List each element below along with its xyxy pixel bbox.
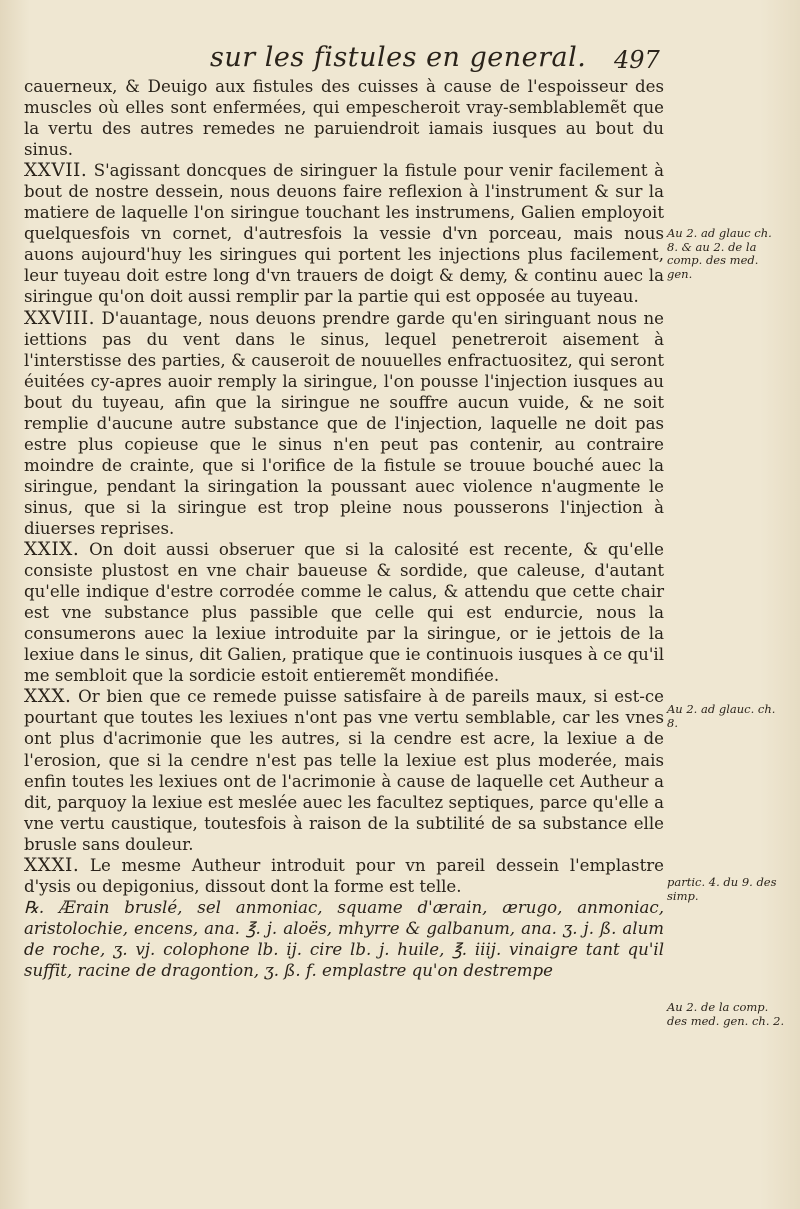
paragraph-xxxi: [24, 855, 664, 897]
paragraph-text: Le mesme Autheur introduit pour vn pareil dessein l'emplastre d'ysis ou depigonius, dissout dont la forme est telle.: [24, 855, 664, 896]
paragraph-number: XXVII.: [24, 160, 88, 182]
paragraph-number: XXX.: [24, 686, 72, 708]
paragraph-number: XXVIII.: [24, 307, 96, 329]
paragraph-xxvii: [24, 160, 664, 307]
paragraph-text: Or bien que ce remede puisse satisfaire à de pareils maux, si est-ce pourtant que toutes les lexiues n'ont pas vne vertu semblable, car les vnes ont plus d'acrimonie que les autres, si la cendre est acre, la lexiue a de l'erosion, que si la cendre n'est pas telle la lexiue est plus moderée, mais enfin toutes les lexiues ont de l'acrimonie à cause de laquelle cet Autheur a dit, parquoy la lexiue est meslée auec les facultez septiques, parce qu'elle a vne vertu caustique, toutesfois à raison de la subtilité de sa substance elle brusle sans douleur.: [24, 687, 664, 854]
paragraph-text: On doit aussi obseruer que si la calosité est recente, & qu'elle consiste plustost en vne chair baueuse & sordide, que caleuse, d'autant qu'elle indique d'estre corrodée comme le calus, & attendu que cette chair est vne substance plus passible que celle qui est endurcie, nous la consumerons auec la lexiue introduite par la siringue, or ie jettois de la lexiue dans le sinus, dit Galien, pratique que ie continuois iusques à ce qu'il me sembloit que la sordicie estoit entieremẽt mondifiée.: [24, 540, 664, 686]
page-number: 497: [614, 46, 660, 74]
paragraph-text: S'agissant doncques de siringuer la fistule pour venir facilement à bout de nostre dessein, nous deuons faire reflexion à l'instrument & sur la matiere de laquelle l'on siringue touchant les instrumens, Galien employoit quelquesfois vn cornet, d'autresfois la vessie d'vn porceau, mais nous auons aujourd'huy les siringues qui portent les injections plus facilement, leur tuyeau doit estre long d'vn trauers de doigt & demy, & continu auec la siringue qu'on doit aussi remplir par la partie qui est opposée au tuyeau.: [24, 161, 664, 307]
recipe-paragraph: [24, 897, 664, 981]
body-text: [24, 76, 664, 981]
paragraph-xxix: [24, 539, 664, 686]
margin-note: Au 2. de la comp. des med. gen. ch. 2.: [667, 1000, 785, 1028]
paragraph-xxx: [24, 686, 664, 854]
running-title: sur les fistules en general.: [210, 42, 587, 73]
margin-note: Au 2. ad glauc ch. 8. & au 2. de la comp. des med. gen.: [667, 226, 772, 281]
margin-note: partic. 4. du 9. des simp.: [667, 875, 777, 903]
paragraph-xxviii: [24, 308, 664, 540]
margin-note: Au 2. ad glauc. ch. 8.: [667, 702, 776, 730]
paragraph-continuation: [24, 76, 664, 160]
paragraph-text: cauerneux, & Deuigo aux fistules des cuisses à cause de l'espoisseur des muscles où elles sont enfermées, qui empescheroit vray-semblablemẽt que la vertu des autres remedes ne paruiendroit iamais iusques au bout du sinus.: [24, 77, 664, 160]
paragraph-text: D'auantage, nous deuons prendre garde qu'en siringuant nous ne iettions pas du vent dans le sinus, lequel penetreroit aisement à l'interstisse des parties, & causeroit de nouuelles enfractuositez, qui seront éuitées cy-apres auoir remply la siringue, l'on pousse l'injection iusques au bout du tuyeau, afin que la siringue ne souffre aucun vuide, & ne soit remplie d'aucune autre substance que de l'injection, laquelle ne doit pas estre plus copieuse que le sinus n'en peut pas contenir, au contraire moindre de crainte, que si l'orifice de la fistule se trouue bouché auec la siringue, pendant la siringation la poussant auec violence n'augmente le sinus, que si la siringue est trop pleine nous pousserons l'injection à diuerses reprises.: [24, 308, 664, 538]
page-header: [0, 40, 800, 80]
paragraph-number: XXIX.: [24, 539, 80, 561]
recipe-text: ℞. Ærain bruslé, sel anmoniac, squame d'ærain, ærugo, anmoniac, aristolochie, encens, ana. ℥. j. aloës, mhyrre & galbanum, ana. ʒ. j. ß. alum de roche, ʒ. vj. colophone lb. ij. cire lb. j. huile, ℥. iiij. vinaigre tant qu'il suffit, racine de dragontion, ʒ. ß. f. emplastre qu'on destrempe: [24, 897, 664, 980]
paragraph-number: XXXI.: [24, 854, 80, 876]
